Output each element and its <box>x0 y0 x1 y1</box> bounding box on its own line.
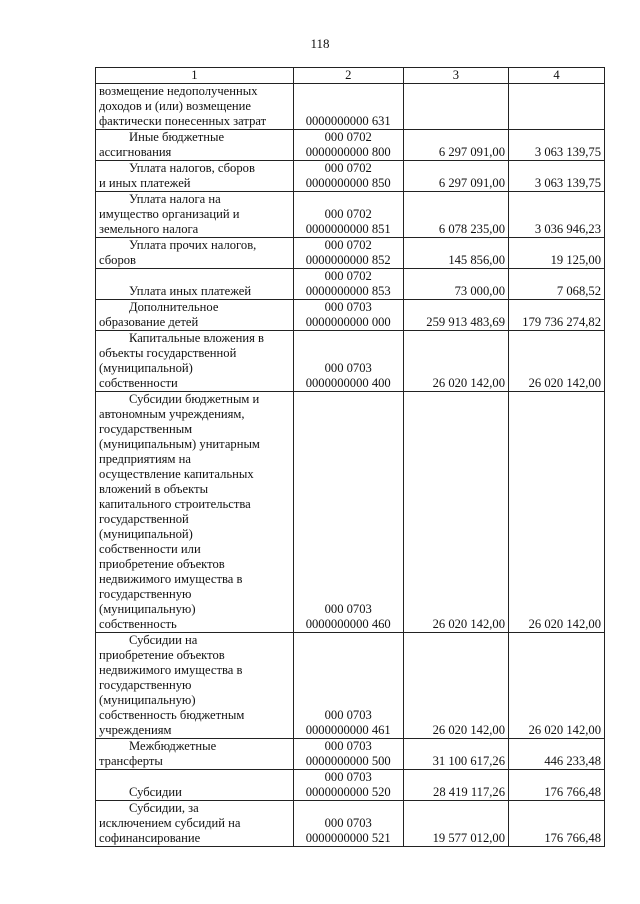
row-value-col-3: 26 020 142,00 <box>403 331 508 392</box>
row-value-col-3: 31 100 617,26 <box>403 739 508 770</box>
row-value-col-3: 6 078 235,00 <box>403 192 508 238</box>
table-row <box>96 130 605 161</box>
row-name: Субсидии на приобретение объектов недвижимого имущества в государственную (муниципальную) собственность бюджетным учреждениям <box>96 633 294 739</box>
row-value-col-4: 176 766,48 <box>509 801 605 847</box>
table-row <box>96 633 605 739</box>
row-value-col-3: 28 419 117,26 <box>403 770 508 801</box>
table-row <box>96 801 605 847</box>
table-row <box>96 331 605 392</box>
row-value-col-4: 7 068,52 <box>509 269 605 300</box>
row-value-col-4: 26 020 142,00 <box>509 392 605 633</box>
row-value-col-3: 145 856,00 <box>403 238 508 269</box>
row-name: Капитальные вложения в объекты государственной (муниципальной) собственности <box>96 331 294 392</box>
row-value-col-3: 259 913 483,69 <box>403 300 508 331</box>
row-code: 000 0702 0000000000 850 <box>293 161 403 192</box>
row-value-col-4: 179 736 274,82 <box>509 300 605 331</box>
row-name: Субсидии бюджетным и автономным учреждениям, государственным (муниципальным) унитарным предприятиям на осуществление капитальных вложений в объекты капитального строительства государственной (муниципальной) собственности или приобретение объектов недвижимого имущества в государственную (муниципальную) собственность <box>96 392 294 633</box>
row-name: Иные бюджетные ассигнования <box>96 130 294 161</box>
table-row <box>96 238 605 269</box>
table-row <box>96 739 605 770</box>
header-col-2: 2 <box>293 68 403 84</box>
row-value-col-3: 6 297 091,00 <box>403 161 508 192</box>
budget-table <box>95 67 605 847</box>
row-value-col-4: 3 063 139,75 <box>509 161 605 192</box>
row-name: Уплата иных платежей <box>96 269 294 300</box>
row-code: 000 0702 0000000000 853 <box>293 269 403 300</box>
table-row <box>96 161 605 192</box>
row-value-col-3: 73 000,00 <box>403 269 508 300</box>
row-code: 000 0703 0000000000 500 <box>293 739 403 770</box>
table-row <box>96 392 605 633</box>
table-row <box>96 770 605 801</box>
row-value-col-4: 3 036 946,23 <box>509 192 605 238</box>
row-code: 000 0702 0000000000 851 <box>293 192 403 238</box>
row-code: 000 0703 0000000000 400 <box>293 331 403 392</box>
header-col-4: 4 <box>509 68 605 84</box>
table-row <box>96 192 605 238</box>
row-name: Межбюджетные трансферты <box>96 739 294 770</box>
row-value-col-4: 3 063 139,75 <box>509 130 605 161</box>
row-value-col-4: 26 020 142,00 <box>509 633 605 739</box>
row-value-col-3 <box>403 84 508 130</box>
row-name: Уплата налога на имущество организаций и земельного налога <box>96 192 294 238</box>
row-code: 000 0703 0000000000 000 <box>293 300 403 331</box>
page-number: 118 <box>310 36 330 51</box>
row-code: 000 0703 0000000000 520 <box>293 770 403 801</box>
row-name: Уплата налогов, сборов и иных платежей <box>96 161 294 192</box>
row-name: Уплата прочих налогов, сборов <box>96 238 294 269</box>
row-value-col-3: 19 577 012,00 <box>403 801 508 847</box>
header-col-1: 1 <box>96 68 294 84</box>
row-value-col-3: 26 020 142,00 <box>403 392 508 633</box>
row-value-col-3: 6 297 091,00 <box>403 130 508 161</box>
row-value-col-4 <box>509 84 605 130</box>
row-code: 000 0702 0000000000 852 <box>293 238 403 269</box>
table-row <box>96 269 605 300</box>
row-code: 000 0703 0000000000 461 <box>293 633 403 739</box>
table-row <box>96 300 605 331</box>
row-name: Дополнительное образование детей <box>96 300 294 331</box>
row-name: Субсидии, за исключением субсидий на софинансирование <box>96 801 294 847</box>
row-name: Субсидии <box>96 770 294 801</box>
row-code: 000 0702 0000000000 800 <box>293 130 403 161</box>
row-code: 0000000000 631 <box>293 84 403 130</box>
header-col-3: 3 <box>403 68 508 84</box>
table-row <box>96 84 605 130</box>
row-value-col-4: 176 766,48 <box>509 770 605 801</box>
table-header-row <box>96 68 605 84</box>
row-name: возмещение недополученных доходов и (или) возмещение фактически понесенных затрат <box>96 84 294 130</box>
row-value-col-3: 26 020 142,00 <box>403 633 508 739</box>
row-value-col-4: 19 125,00 <box>509 238 605 269</box>
row-code: 000 0703 0000000000 521 <box>293 801 403 847</box>
row-value-col-4: 26 020 142,00 <box>509 331 605 392</box>
row-code: 000 0703 0000000000 460 <box>293 392 403 633</box>
row-value-col-4: 446 233,48 <box>509 739 605 770</box>
